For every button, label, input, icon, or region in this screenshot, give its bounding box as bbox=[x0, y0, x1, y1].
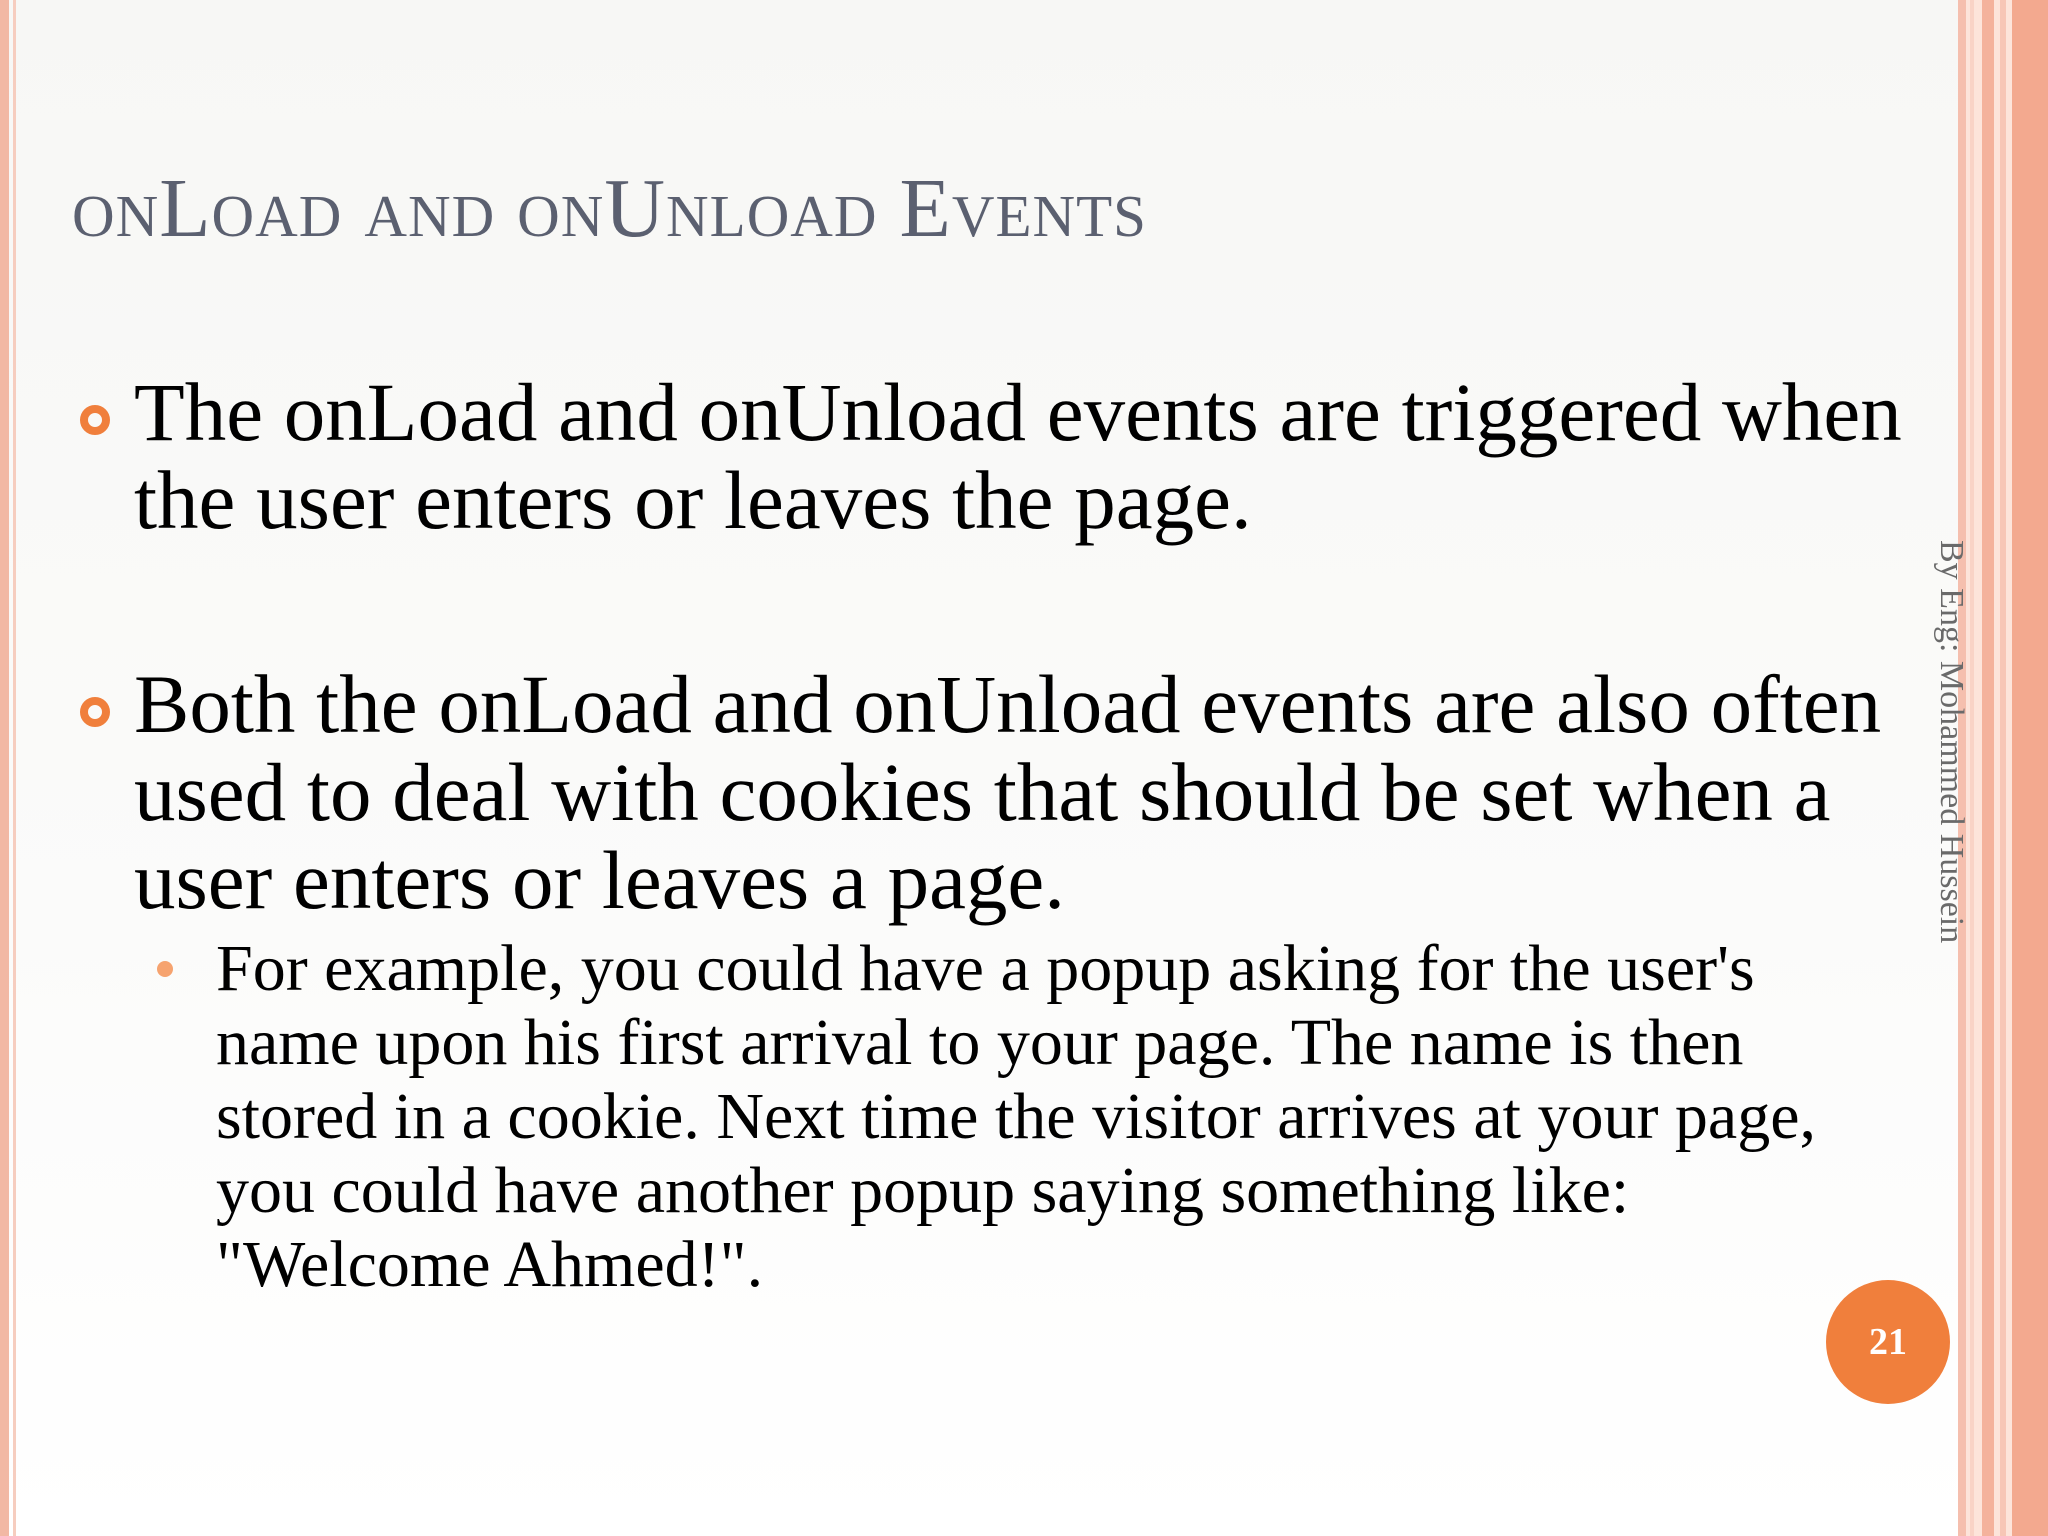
page-number-badge bbox=[1826, 1280, 1950, 1404]
dot-bullet-icon bbox=[157, 961, 173, 977]
ring-bullet-icon bbox=[80, 405, 110, 435]
right-border-stripe bbox=[1982, 0, 1994, 1536]
ring-bullet-icon bbox=[80, 697, 110, 727]
right-border-stripe bbox=[2012, 0, 2048, 1536]
right-border-stripe bbox=[2000, 0, 2006, 1536]
left-border-stripe bbox=[0, 0, 9, 1536]
left-border-stripe-inner bbox=[13, 0, 16, 1536]
bullet-text: Both the onLoad and onUnload events are also often used to deal with cookies that should be set when a user enters or leaves a page. bbox=[134, 658, 1882, 926]
author-credit: By Eng: Mohammed Hussein bbox=[1933, 540, 1970, 944]
right-border-stripe bbox=[1970, 0, 1974, 1536]
sub-bullet-text: For example, you could have a popup asking for the user's name upon his first arrival to your page. The name is then stored in a cookie. Next time the visitor arrives at your page, you could have another popup saying something like: "Welcome Ahmed!". bbox=[216, 932, 1817, 1301]
slide-title: onLoad and onUnload Events bbox=[72, 162, 1147, 255]
page-number: 21 bbox=[1869, 1321, 1907, 1363]
bullet-text: The onLoad and onUnload events are triggered when the user enters or leaves the page. bbox=[134, 366, 1902, 546]
